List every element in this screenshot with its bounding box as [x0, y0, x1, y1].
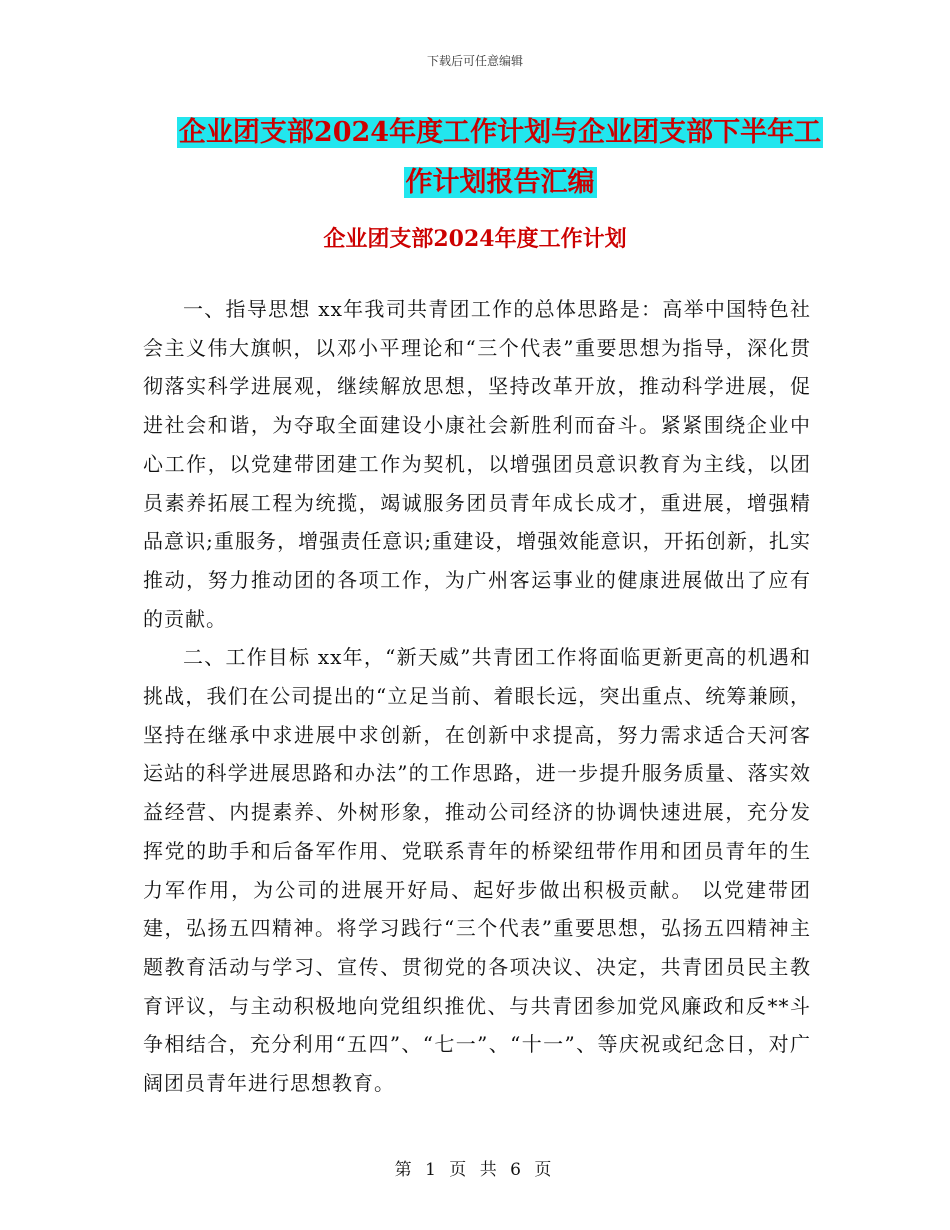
document-body: [143, 290, 811, 1103]
main-title-line-2: 作计划报告汇编: [405, 167, 595, 198]
document-main-title: [140, 108, 860, 208]
header-note: 下载后可任意编辑: [426, 54, 523, 68]
paragraph-work-goals: 二、工作目标 xx年，“新天威”共青团工作将面临更新更高的机遇和挑战，我们在公司提出的“立足当前、着眼长远，突出重点、统筹兼顾，坚持在继承中求进展中求创新，在创新中求提高，努力需求适合天河客运站的科学进展思路和办法”的工作思路，进一步提升服务质量、落实效益经营、内提素养、外树形象，推动公司经济的协调快速进展，充分发挥党的助手和后备军作用、党联系青年的桥梁纽带作用和团员青年的生力军作用，为公司的进展开好局、起好步做出积极贡献。 以党建带团建，弘扬五四精神。将学习践行“三个代表”重要思想，弘扬五四精神主题教育活动与学习、宣传、贯彻党的各项决议、决定，共青团员民主教育评议，与主动积极地向党组织推优、与共青团参加党风廉政和反**斗争相结合，充分利用“五四”、“七一”、“十一”、等庆祝或纪念日，对广阔团员青年进行思想教育。: [143, 645, 811, 1096]
paragraph-guiding-ideology: 一、指导思想 xx年我司共青团工作的总体思路是：高举中国特色社会主义伟大旗帜，以邓小平理论和“三个代表”重要思想为指导，深化贯彻落实科学进展观，继续解放思想，坚持改革开放，推动科学进展，促进社会和谐，为夺取全面建设小康社会新胜利而奋斗。紧紧围绕企业中心工作，以党建带团建工作为契机，以增强团员意识教育为主线，以团员素养拓展工程为统揽，竭诚服务团员青年成长成才，重进展，增强精品意识;重服务，增强责任意识;重建设，增强效能意识，开拓创新，扎实推动，努力推动团的各项工作，为广州客运事业的健康进展做出了应有的贡献。: [143, 297, 811, 631]
page-indicator: 第 1 页 共 6 页: [394, 1160, 556, 1180]
section-title: 企业团支部2024年度工作计划: [323, 226, 627, 252]
main-title-line-1: 企业团支部2024年度工作计划与企业团支部下半年工: [178, 117, 822, 148]
